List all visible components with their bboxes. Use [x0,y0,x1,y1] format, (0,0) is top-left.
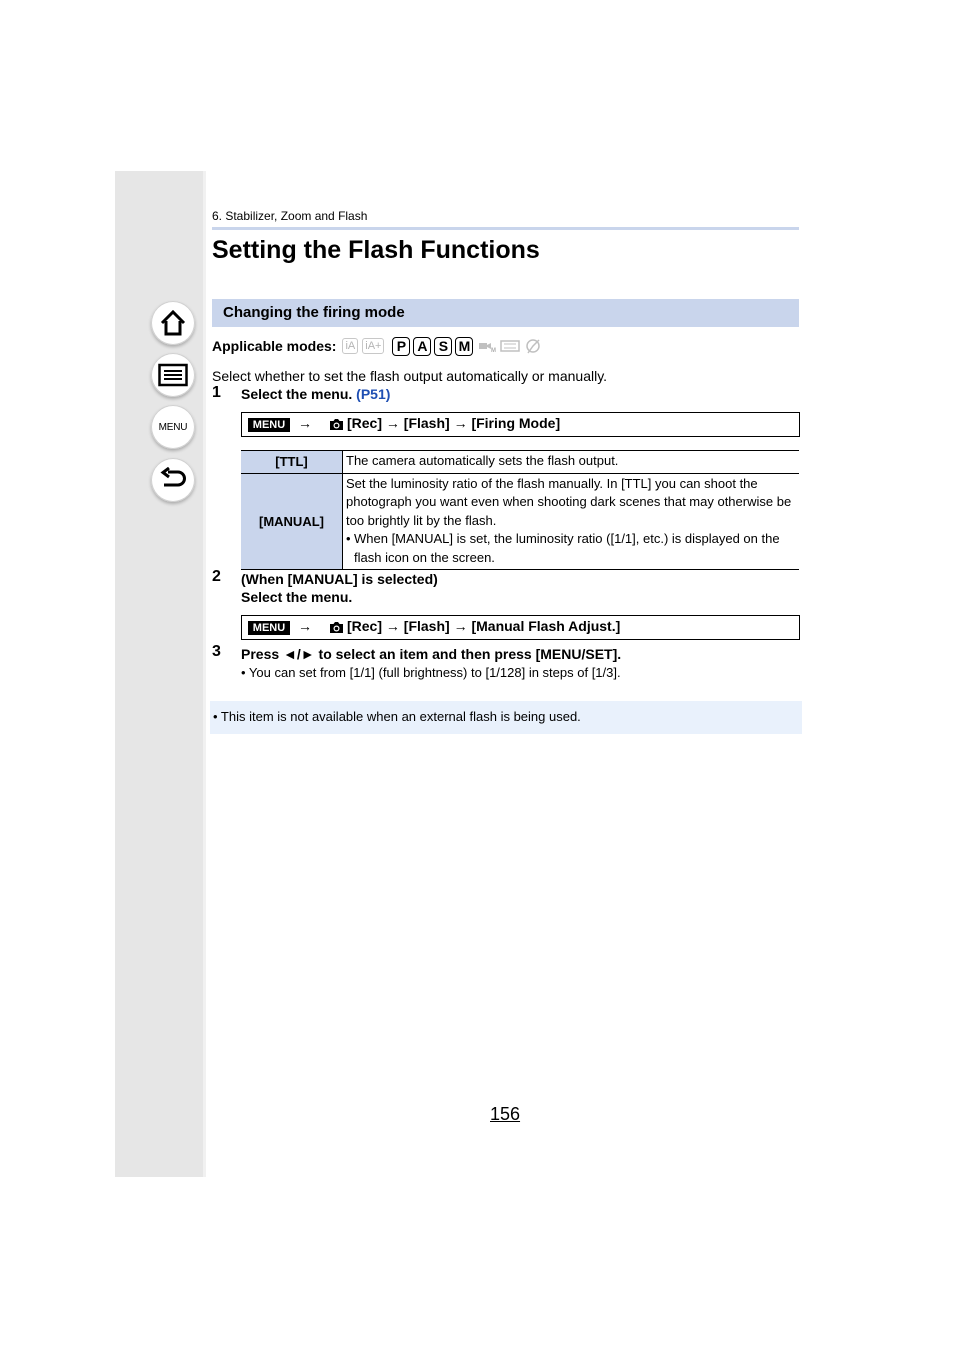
step-3-note: • You can set from [1/1] (full brightness) to [1/128] in steps of [1/3]. [241,665,621,680]
breadcrumb-divider [212,227,799,230]
step-2-text: Select the menu. [241,589,353,605]
menu-badge: MENU [248,621,290,635]
table-row [241,451,799,474]
option-note [346,530,795,567]
section-heading-text: Changing the firing mode [223,304,405,321]
mode-p-icon: P [392,337,410,356]
option-description: Set the luminosity ratio of the flash manually. In [TTL] you can shoot the photograph you want even when shooting dark scenes that may otherwise be too brightly lit by the flash. [346,475,792,528]
movie-mode-icon [478,339,496,353]
mode-ia-plus-icon: iA+ [362,338,384,354]
option-key: [MANUAL] [241,473,343,570]
back-button[interactable] [151,458,195,502]
sidebar-edge [203,171,206,1177]
contents-list-icon [158,363,188,387]
intro-text: Select whether to set the flash output automatically or manually. [212,368,608,384]
back-icon [159,467,187,493]
step-3-number: 3 [212,643,221,660]
bullet-mark: • [346,531,351,546]
menu-badge: MENU [248,418,290,432]
home-icon [159,309,187,337]
applicable-modes [212,336,542,356]
mode-m-icon: M [455,337,473,356]
scene-guide-icon [524,337,542,355]
page-link-p51[interactable]: (P51) [356,386,391,402]
step-2-condition: (When [MANUAL] is selected) [241,571,438,587]
option-key: [TTL] [241,451,343,474]
menu-path-text: [Rec] → [Flash] → [Firing Mode] [347,415,561,431]
menu-path-firing-mode [241,412,800,437]
menu-path-manual-flash [241,615,800,640]
creative-video-icon [500,339,520,353]
applicable-modes-label: Applicable modes: [212,338,337,354]
mode-s-icon: S [434,337,452,356]
step-1-number: 1 [212,384,221,401]
note-box [210,701,802,734]
camera-icon [329,418,344,431]
step-1-text [241,386,390,402]
breadcrumb: 6. Stabilizer, Zoom and Flash [212,209,368,223]
option-description: The camera automatically sets the flash output. [343,451,800,474]
home-button[interactable] [151,301,195,345]
mode-a-icon: A [413,337,431,356]
note-text: • This item is not available when an external flash is being used. [213,709,581,724]
contents-button[interactable] [151,353,195,397]
mode-ia-icon: iA [342,338,358,354]
arrow: → [298,618,312,634]
camera-icon [329,621,344,634]
menu-icon: MENU [158,421,188,433]
option-note-text: When [MANUAL] is set, the luminosity ratio ([1/1], etc.) is displayed on the flash icon on the screen. [354,531,780,565]
step-1-label: Select the menu. [241,386,353,402]
step-3-text: Press ◄/► to select an item and then press [MENU/SET]. [241,646,622,662]
table-row [241,473,799,570]
menu-path-text: [Rec] → [Flash] → [Manual Flash Adjust.] [347,618,621,634]
step-2-number: 2 [212,568,221,585]
menu-button[interactable] [151,405,195,449]
svg-text:M: M [491,348,497,353]
section-heading [212,299,799,327]
page-number: 156 [490,1104,521,1124]
firing-mode-table [241,450,799,570]
page-title: Setting the Flash Functions [212,236,540,264]
arrow: → [298,415,312,431]
option-description-cell [343,473,800,570]
